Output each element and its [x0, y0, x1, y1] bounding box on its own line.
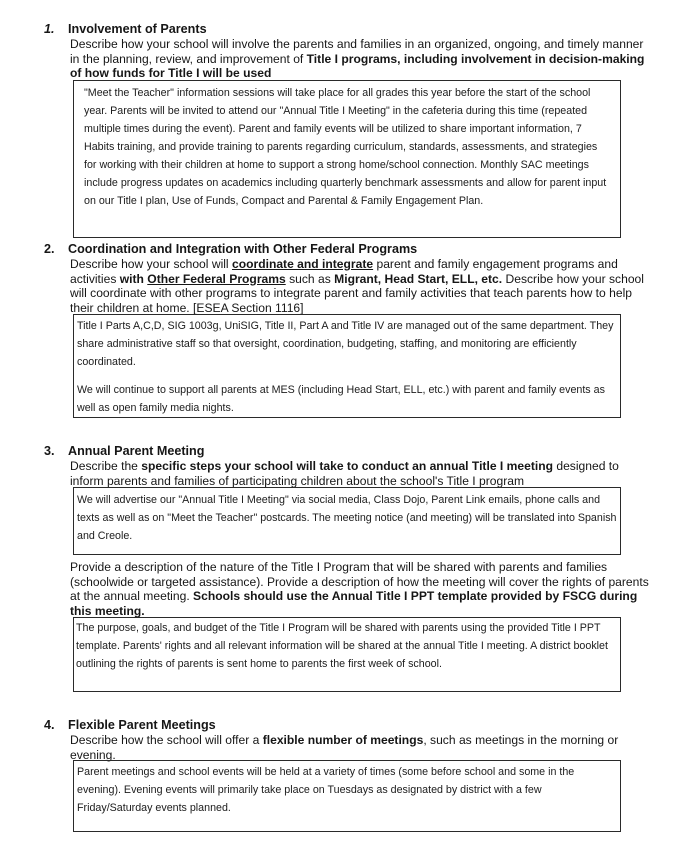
section-3-response-box-2	[73, 617, 621, 692]
section-2-desc-bold-2: Migrant, Head Start, ELL, etc.	[334, 271, 503, 286]
section-2-response-2: We will continue to support all parents at MES (including Head Start, ELL, etc.) with parent and family events as well as open family media nights.	[77, 384, 605, 414]
section-2-desc-text-1: Describe how your school will	[70, 257, 232, 271]
section-1-heading	[44, 22, 207, 36]
section-1-response: "Meet the Teacher" information sessions will take place for all grades this year before the start of the school year. Parents will be invited to attend our "Annual Title I Meeting" in the cafeteria during this time (repeated multiple times during the event). Parent and family events will be utilized to share important information, 7 Habits training, and provide training to parents regarding curriculum, standards, assessments, and strategies for working with their children at home to support a strong home/school connection. Monthly SAC meetings include progress updates on academics including quarterly benchmark assessments and allow for parent input on our Title I plan, Use of Funds, Compact and Parental & Family Engagement Plan.	[84, 87, 607, 207]
section-2-response-box	[73, 314, 621, 418]
section-3-description-2	[70, 560, 650, 618]
section-1-desc-bold: Title I programs, including involvement in decision-making of how funds for Title I will be used	[70, 51, 645, 81]
section-1-number: 1.	[44, 22, 55, 36]
section-3-desc-text-2: designed to inform parents and families of participating children about the school's Title I program	[70, 459, 619, 488]
section-3-title: Annual Parent Meeting	[68, 444, 205, 458]
section-2-desc-text-2: parent and family engagement programs and activities	[70, 257, 618, 286]
section-1-title: Involvement of Parents	[68, 22, 207, 36]
section-4-heading	[44, 718, 216, 732]
section-2-number: 2.	[44, 242, 55, 256]
section-3-desc-text-1: Describe the	[70, 459, 142, 473]
section-3-response-box	[73, 487, 621, 555]
section-1-desc-text: Describe how your school will involve the parents and families in an organized, ongoing, and timely manner in the planning, review, and improvement of	[70, 37, 644, 66]
section-4-desc-text-1: Describe how the school will offer a	[70, 733, 263, 747]
section-3-description	[70, 459, 650, 488]
section-3-desc2-bold: Schools should use the Annual Title I PPT template provided by FSCG during this meeting.	[70, 589, 638, 618]
section-4-response: Parent meetings and school events will be held at a variety of times (some before school and some in the evening). Evening events will primarily take place on Tuesdays as designated by district with a few Friday/Saturday events planned.	[77, 766, 575, 814]
section-3-number: 3.	[44, 444, 55, 458]
section-4-response-box	[73, 760, 621, 832]
section-2-desc-text-3: such as	[285, 271, 335, 286]
section-3-desc-bold: specific steps your school will take to conduct an annual Title I meeting	[141, 459, 553, 473]
section-3-response: We will advertise our "Annual Title I Meeting" via social media, Class Dojo, Parent Link emails, phone calls and texts as well as on "Meet the Teacher" postcards. The meeting notice (and meeting) will be translated into Spanish and Creole.	[77, 494, 617, 542]
section-2-response-1: Title I Parts A,C,D, SIG 1003g, UniSIG, Title II, Part A and Title IV are managed out of the same department. They share administrative staff so that oversight, coordination, budgeting, staffing, and monitoring are efficiently coordinated.	[77, 320, 614, 368]
section-2-desc-bold-1: with	[119, 271, 148, 286]
section-1-response-box	[73, 80, 621, 238]
section-2-description	[70, 257, 650, 315]
section-2-heading	[44, 242, 417, 256]
section-4-number: 4.	[44, 718, 55, 732]
section-4-desc-text-2: , such as meetings in the morning or evening.	[70, 733, 619, 762]
section-1-description	[70, 37, 650, 81]
section-2-title: Coordination and Integration with Other Federal Programs	[68, 242, 418, 256]
section-2-desc-text-4: Describe how your school will coordinate with other programs to integrate parent and family activities that teach parents how to help their children at home. [ESEA Section 1116]	[70, 271, 644, 315]
section-3-heading	[44, 444, 204, 458]
section-4-title: Flexible Parent Meetings	[68, 718, 216, 732]
section-2-desc-underline-1: coordinate and integrate	[231, 257, 374, 271]
section-3-response-2: The purpose, goals, and budget of the Title I Program will be shared with parents using the provided Title I PPT template. Parents' rights and all relevant information will be shared at the annual Title I meeting. A district booklet outlining the rights of parents is sent home to parents the first week of school.	[76, 622, 608, 670]
section-4-desc-bold: flexible number of meetings	[262, 733, 424, 747]
section-2-desc-underline-2: Other Federal Programs	[147, 271, 286, 286]
section-3-desc2-text: Provide a description of the nature of the Title I Program that will be shared with parents and families (schoolwide or targeted assistance). Provide a description of how the meeting will cover the rights of parents at the annual meeting.	[70, 560, 649, 604]
section-4-description	[70, 733, 650, 762]
